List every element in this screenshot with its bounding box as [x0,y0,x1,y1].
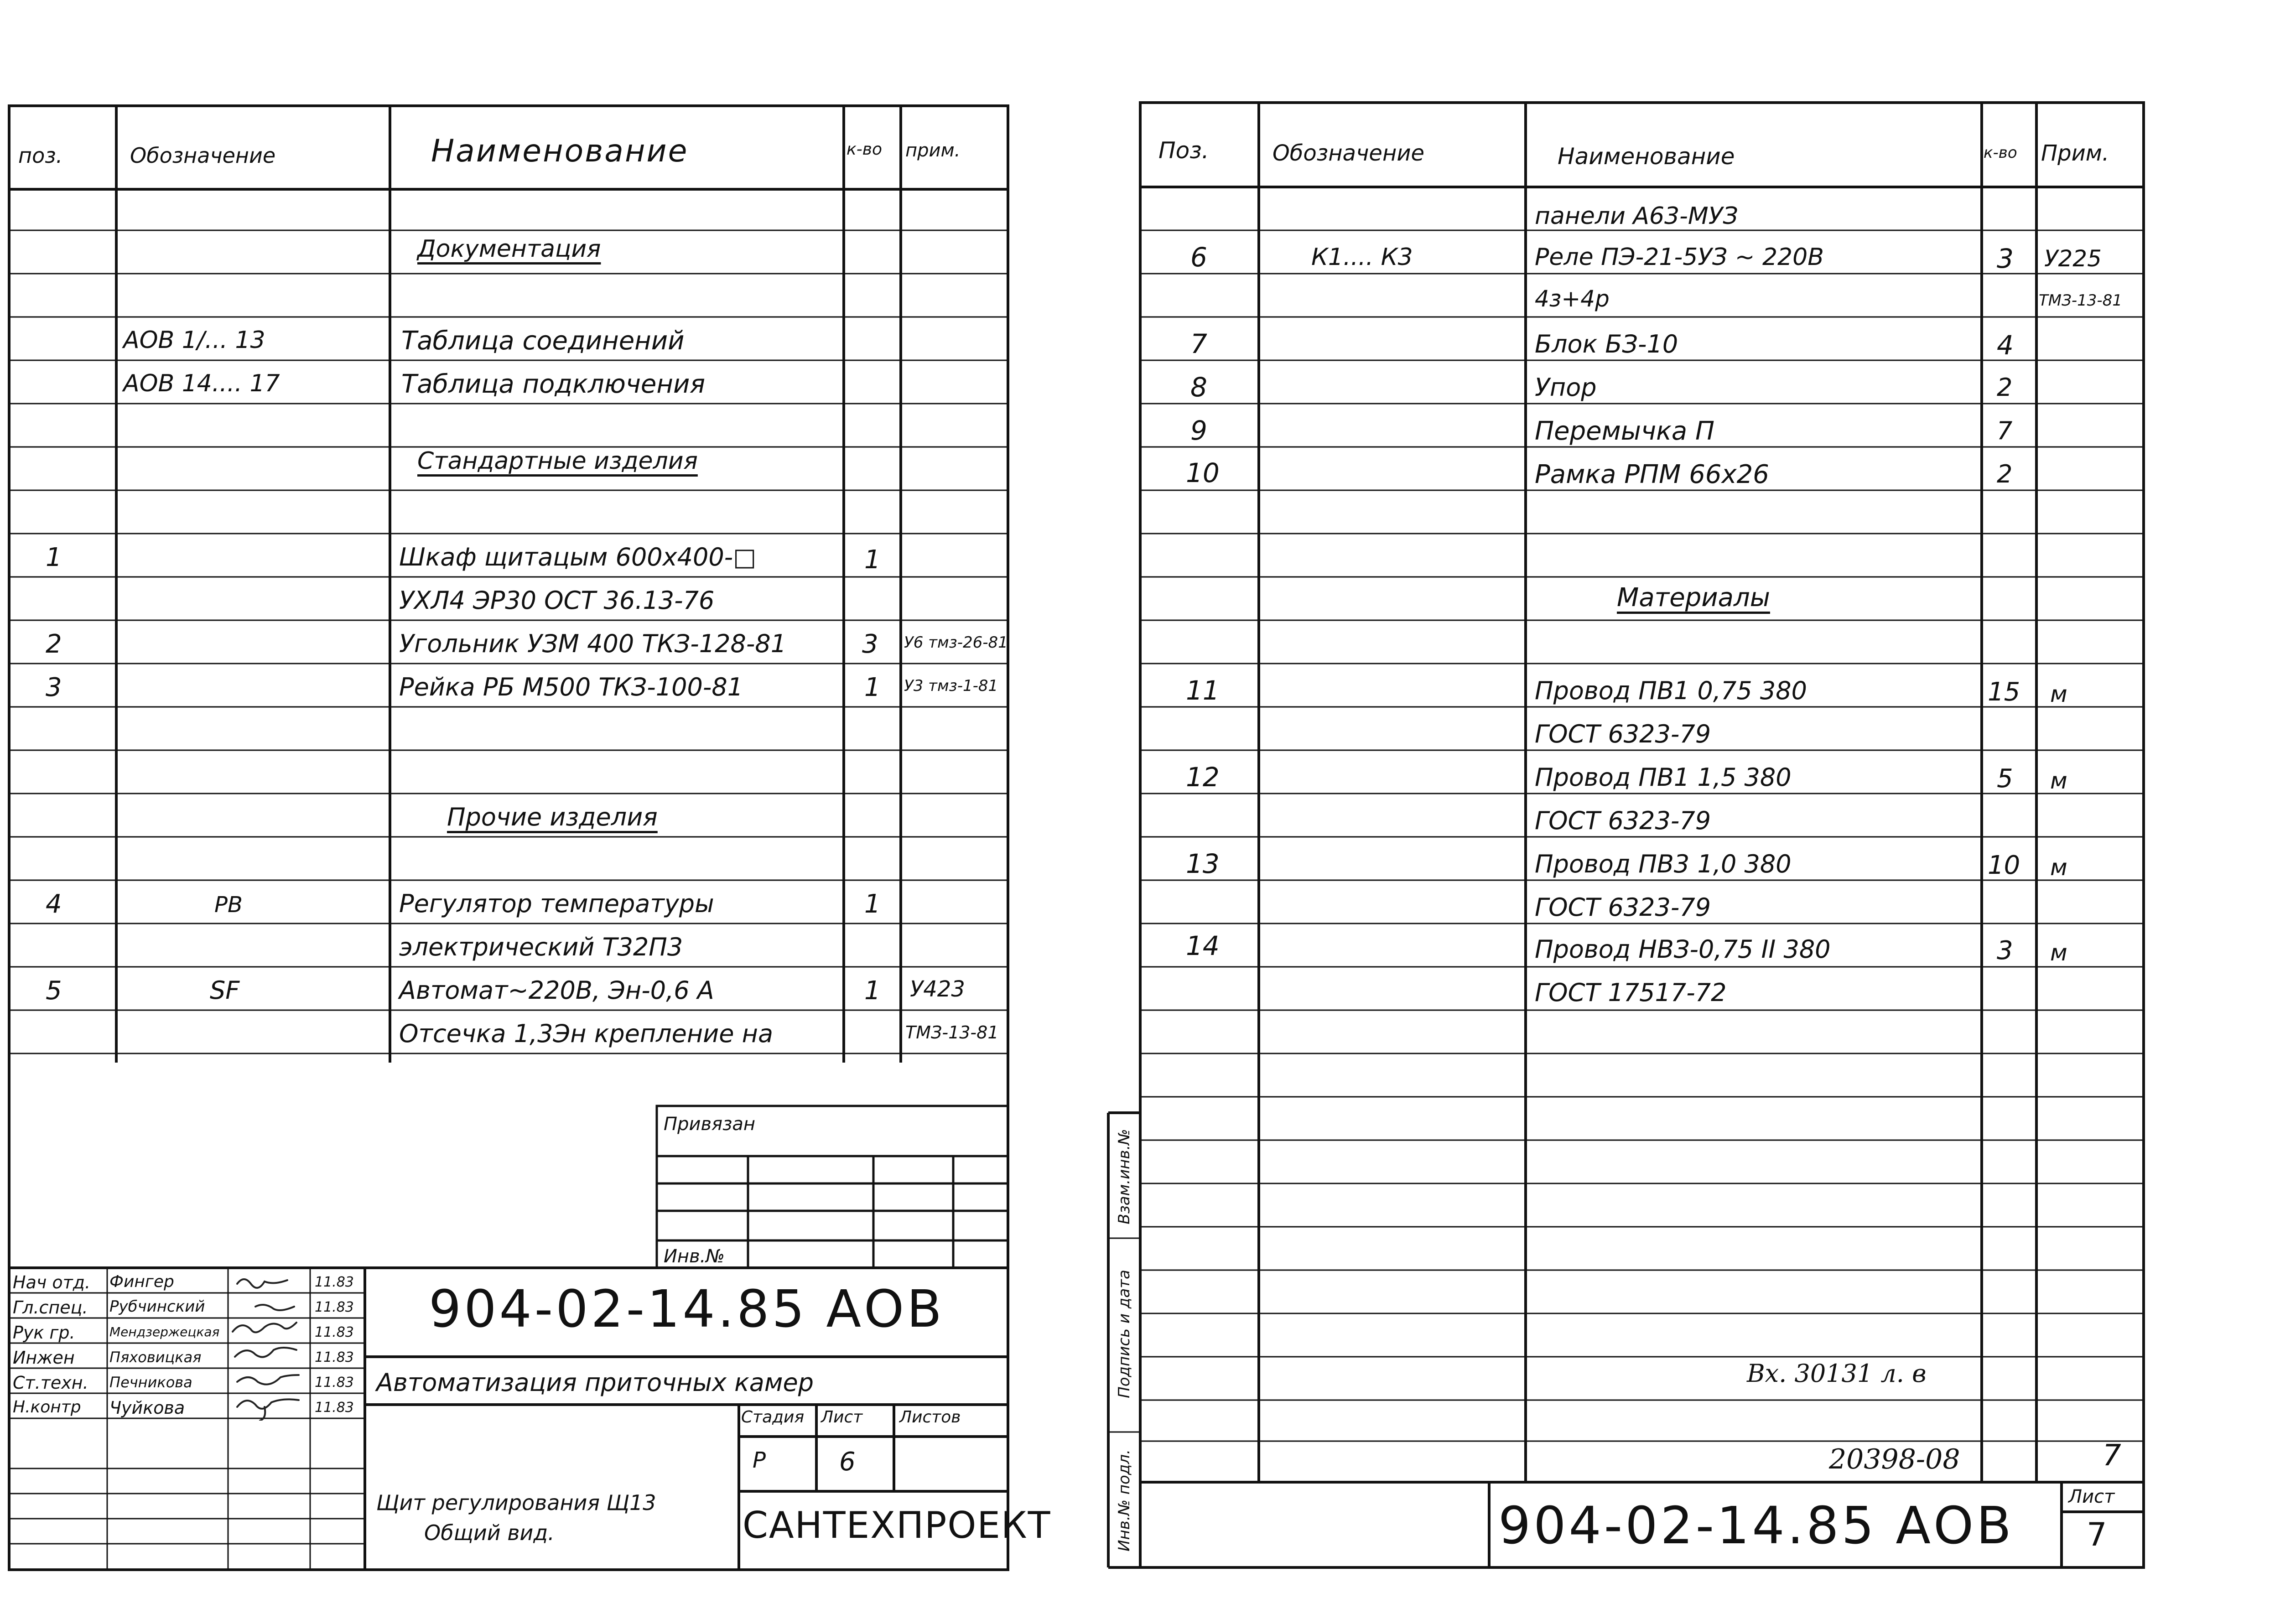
left-row-name: Прочие изделия [447,803,658,831]
side-label-inv-orig: Инв.№ подл. [1115,1449,1133,1551]
right-row-qty: 2 [1997,373,2013,402]
left-header-name: Наименование [431,133,689,169]
right-row-pos: 14 [1186,930,1220,961]
right-row-note: м [2050,681,2067,707]
left-row-note: У6 тмз-26-81 [904,633,1008,652]
left-row-name: Таблица подключения [401,369,706,399]
left-row-note: У3 тмз-1-81 [904,677,998,695]
right-header-qty: к-во [1984,144,2017,162]
incoming-ref-note: Вх. 30131 л. в [1747,1359,1927,1388]
left-row-designation: АОВ 14.... 17 [123,370,280,397]
left-row-note: ТМЗ-13-81 [905,1022,999,1043]
right-row-pos: 6 [1190,242,1207,273]
right-row-pos: 13 [1186,848,1220,879]
signer-date: 11.83 [315,1274,354,1290]
signer-role: Рук гр. [13,1323,75,1343]
signer-name: Печникова [109,1374,192,1391]
signer-role: Нач отд. [13,1272,91,1292]
left-row-pos: 3 [46,673,62,702]
signer-role: Н.контр [13,1398,81,1416]
side-label-sign-date: Подпись и дата [1115,1270,1133,1398]
drawing-subtitle-1: Щит регулирования Щ13 [376,1490,656,1515]
project-title: Автоматизация приточных камер [376,1368,814,1397]
left-row-designation: РВ [214,892,243,918]
signer-date: 11.83 [315,1400,354,1416]
left-row-name: электрический Т32П3 [399,933,683,961]
side-label-replace-inv: Взам.инв.№ [1115,1129,1133,1224]
right-row-qty: 3 [1997,936,2013,965]
left-row-name: Документация [417,235,601,263]
right-header-name: Наименование [1558,143,1735,170]
left-row-qty: 1 [864,976,881,1006]
left-row-name: Рейка РБ М500 ТКЗ-100-81 [399,673,743,701]
left-row-qty: 1 [864,545,881,575]
sheet-value: 6 [839,1447,856,1477]
right-row-qty: 3 [1997,243,2014,274]
right-row-qty: 5 [1997,764,2013,794]
bound-label: Привязан [664,1114,756,1135]
left-row-name: Шкаф щитацым 600х400-□ [399,543,757,571]
right-row-name: Провод НВЗ-0,75 II 380 [1535,935,1831,964]
right-row-qty: 2 [1997,460,2013,488]
right-header-designation: Обозначение [1272,140,1425,166]
right-row-name: Провод ПВ1 1,5 380 [1535,763,1792,792]
signer-date: 11.83 [315,1349,354,1365]
left-row-note: У423 [910,976,965,1002]
right-row-qty: 10 [1988,851,2020,880]
right-sheet-label: Лист [2068,1486,2115,1507]
sheet-corner-number: 7 [2103,1439,2121,1473]
right-row-qty: 7 [1997,416,2013,445]
inventory-number: 20398-08 [1829,1443,1960,1475]
right-sheet-border [1140,103,2144,1567]
left-row-pos: 2 [46,629,62,659]
left-row-name: Стандартные изделия [417,447,698,475]
left-drawing-code: 904-02-14.85 АОВ [429,1280,945,1339]
right-row-note: м [2050,768,2067,794]
right-row-pos: 11 [1186,675,1220,706]
right-row-name: Упор [1535,373,1597,402]
signer-date: 11.83 [315,1324,354,1340]
left-row-qty: 1 [864,673,881,702]
right-row-name: панели А63-МУЗ [1535,202,1738,230]
right-row-pos: 7 [1190,328,1207,359]
left-row-designation: SF [210,976,240,1005]
left-header-designation: Обозначение [130,143,276,168]
signer-role: Инжен [13,1348,75,1368]
left-row-name: Автомат~220В, Эн-0,6 А [399,976,714,1005]
left-row-name: УХЛ4 ЭР30 ОСТ 36.13-76 [399,586,715,615]
left-row-name: Угольник УЗМ 400 ТКЗ-128-81 [399,629,787,658]
left-header-qty: к-во [847,140,882,159]
inv-label: Инв.№ [664,1246,725,1267]
right-row-name: Рамка РПМ 66х26 [1535,460,1769,489]
left-row-pos: 4 [46,889,62,919]
right-row-pos: 9 [1190,415,1207,446]
right-row-name: Блок БЗ-10 [1535,330,1678,358]
left-header-note: прим. [905,140,961,161]
right-sheet-number: 7 [2087,1516,2107,1553]
right-row-name: Материалы [1617,583,1770,612]
signer-name: Фингер [109,1272,174,1291]
right-header-note: Прим. [2041,140,2109,166]
right-row-note: ТМЗ-13-81 [2039,291,2122,310]
left-row-pos: 1 [46,543,62,572]
sheet-label: Лист [821,1408,863,1427]
right-row-name: 4з+4р [1535,285,1610,312]
left-row-qty: 1 [864,889,881,919]
signer-name: Пяховицкая [109,1349,202,1366]
left-row-pos: 5 [46,976,62,1006]
signer-name: Мендзержецкая [109,1324,220,1339]
organization-name: САНТЕХПРОЕКТ [743,1504,1051,1546]
right-drawing-code: 904-02-14.85 АОВ [1498,1496,2014,1556]
right-row-name: ГОСТ 6323-79 [1535,720,1711,748]
drawing-subtitle-2: Общий вид. [424,1520,555,1545]
left-row-name: Таблица соединений [401,326,685,356]
right-row-qty: 4 [1997,330,2014,361]
right-row-name: ГОСТ 6323-79 [1535,806,1711,835]
signature-marks [228,1270,310,1421]
signer-date: 11.83 [315,1299,354,1315]
left-row-name: Регулятор температуры [399,889,714,918]
left-row-name: Отсечка 1,3Эн крепление на [399,1019,774,1048]
signer-date: 11.83 [315,1375,354,1391]
right-row-name: Перемычка П [1535,416,1715,446]
signer-name: Чуйкова [109,1398,185,1418]
right-row-pos: 12 [1186,762,1220,793]
sheets-label: Листов [899,1408,961,1427]
right-row-qty: 15 [1988,677,2020,707]
signer-name: Рубчинский [109,1297,205,1316]
signer-role: Гл.спец. [13,1297,88,1318]
right-row-name: ГОСТ 6323-79 [1535,893,1711,922]
right-row-name: ГОСТ 17517-72 [1535,978,1727,1007]
left-header-pos: поз. [18,143,63,168]
right-row-note: У225 [2044,245,2102,272]
right-row-designation: К1.... К3 [1311,244,1413,271]
signer-role: Ст.техн. [13,1373,88,1393]
stage-label: Стадия [741,1408,805,1427]
right-row-name: Провод ПВ3 1,0 380 [1535,850,1792,878]
left-row-designation: АОВ 1/... 13 [123,327,265,354]
right-header-pos: Поз. [1158,137,1209,164]
right-row-pos: 8 [1190,372,1207,403]
right-row-name: Провод ПВ1 0,75 380 [1535,676,1807,705]
stage-value: Р [753,1448,766,1473]
left-row-qty: 3 [862,629,878,659]
right-row-note: м [2050,939,2067,966]
right-row-note: м [2050,854,2067,881]
right-row-pos: 10 [1186,457,1220,488]
right-row-name: Реле ПЭ-21-5УЗ ~ 220В [1535,244,1824,271]
